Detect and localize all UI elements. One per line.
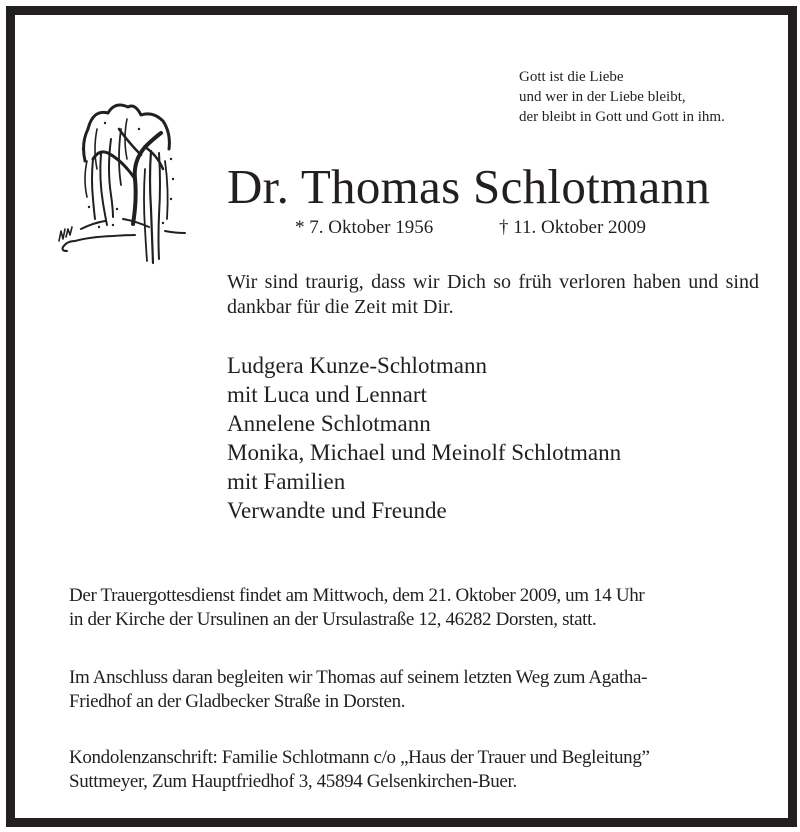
burial-paragraph (69, 666, 759, 714)
birth-date: * 7. Oktober 1956 (295, 217, 434, 238)
burial-line: Friedhof an der Gladbecker Straße in Dorsten. (69, 691, 406, 712)
mourner-line: Monika, Michael und Meinolf Schlotmann (227, 440, 622, 465)
weeping-willow-tree-icon (53, 99, 188, 267)
funeral-service-paragraph (69, 584, 759, 632)
service-line: Der Trauergottesdienst findet am Mittwoch, dem 21. Oktober 2009, um 14 Uhr (69, 585, 645, 606)
burial-line: Im Anschluss daran begleiten wir Thomas auf seinem letzten Weg zum Agatha- (69, 667, 648, 688)
condolence-line: Kondolenzanschrift: Familie Schlotmann c/o „Haus der Trauer und Begleitung” (69, 747, 650, 768)
mourner-line: mit Familien (227, 469, 346, 494)
mourner-line: mit Luca und Lennart (227, 382, 427, 407)
mourner-line: Verwandte und Freunde (227, 498, 447, 523)
motto-line: und wer in der Liebe bleibt, (519, 89, 686, 105)
obituary-notice-frame (6, 6, 797, 827)
lead-text: Wir sind traurig, dass wir Dich so früh verloren haben und sind dankbar für die Zeit mit Dir. (227, 271, 759, 318)
death-date: † 11. Oktober 2009 (499, 217, 647, 238)
mourner-line: Ludgera Kunze-Schlotmann (227, 353, 487, 378)
condolence-address-paragraph (69, 746, 759, 794)
mourner-line: Annelene Schlotmann (227, 411, 431, 436)
mourners-list (227, 351, 621, 525)
bible-verse-motto (519, 67, 725, 127)
motto-line: der bleibt in Gott und Gott in ihm. (519, 109, 725, 125)
service-line: in der Kirche der Ursulinen an der Ursulastraße 12, 46282 Dorsten, statt. (69, 609, 597, 630)
motto-line: Gott ist die Liebe (519, 69, 624, 85)
condolence-line: Suttmeyer, Zum Hauptfriedhof 3, 45894 Gelsenkirchen-Buer. (69, 771, 517, 792)
deceased-name-heading: Dr. Thomas Schlotmann (227, 159, 711, 214)
